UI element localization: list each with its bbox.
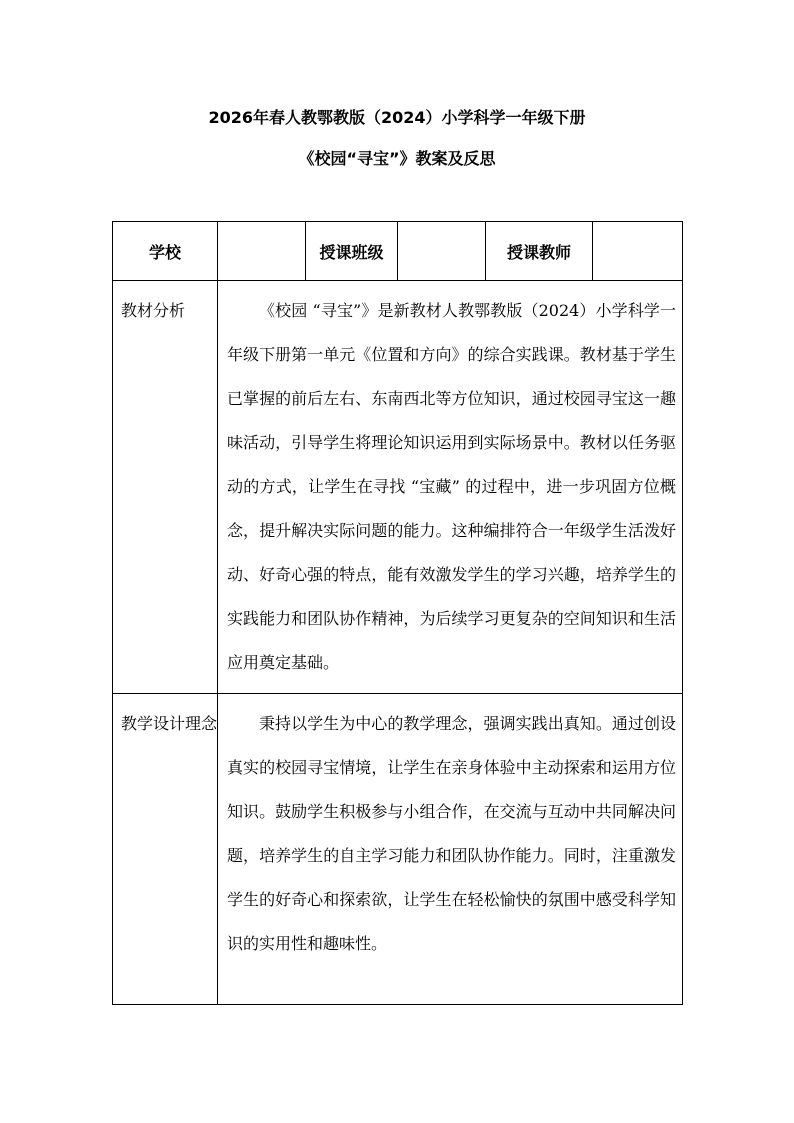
class-value-cell [398, 222, 486, 281]
class-label: 授课班级 [306, 222, 398, 281]
textbook-analysis-text: 《校园 “寻宝”》是新教材人教鄂教版（2024）小学科学一年级下册第一单元《位置和方向》的综合实践课。教材基于学生已掌握的前后左右、东南西北等方位知识，通过校园寻宝这一趣味活动，引导学生将理论知识运用到实际场景中。教材以任务驱动的方式，让学生在寻找 “宝藏” 的过程中，进一步巩固方位概念，提升解决实际问题的能力。这种编排符合一年级学生活泼好动、好奇心强的特点，能有效激发学生的学习兴趣，培养学生的实践能力和团队协作精神，为后续学习更复杂的空间知识和生活应用奠定基础。 [227, 301, 676, 672]
document-title: 2026年春人教鄂教版（2024）小学科学一年级下册 [208, 108, 586, 127]
school-label: 学校 [113, 222, 218, 281]
table-row [113, 694, 683, 1005]
teacher-value-cell [593, 222, 683, 281]
design-concept-text: 秉持以学生为中心的教学理念，强调实践出真知。通过创设真实的校园寻宝情境，让学生在亲身体验中主动探索和运用方位知识。鼓励学生积极参与小组合作，在交流与互动中共同解决问题，培养学生的自主学习能力和团队协作能力。同时，注重激发学生的好奇心和探索欲，让学生在轻松愉快的氛围中感受科学知识的实用性和趣味性。 [227, 714, 676, 953]
school-value-cell [218, 222, 306, 281]
document-subtitle: 《校园“寻宝”》教案及反思 [298, 149, 496, 168]
design-concept-content [218, 694, 683, 1005]
header-row [113, 222, 683, 281]
textbook-analysis-content [218, 281, 683, 694]
textbook-analysis-label: 教材分析 [113, 281, 218, 694]
lesson-plan-table [112, 221, 683, 1005]
teacher-label: 授课教师 [486, 222, 593, 281]
table-row [113, 281, 683, 694]
design-concept-label: 教学设计理念 [113, 694, 218, 1005]
